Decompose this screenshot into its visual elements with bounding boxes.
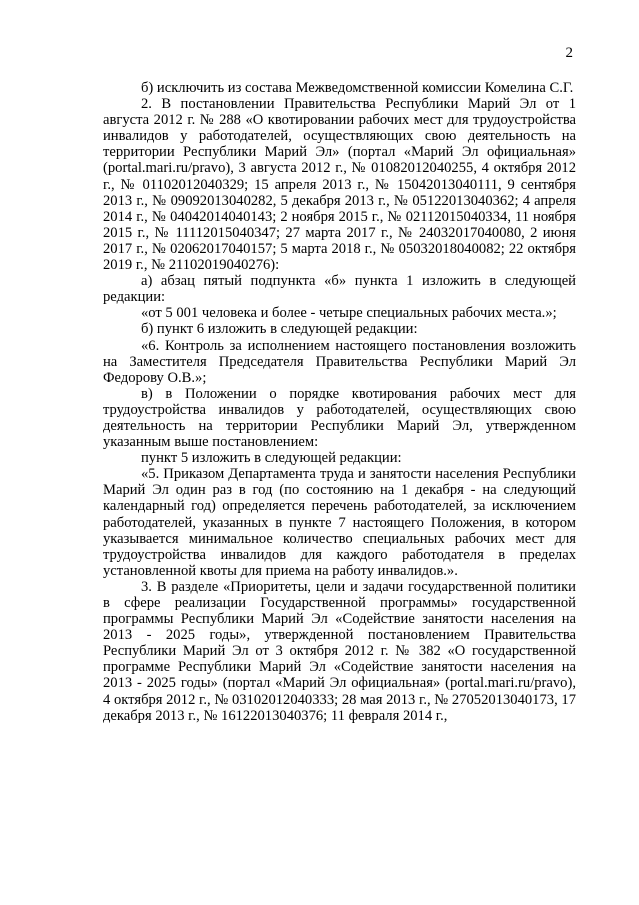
paragraph-2a: а) абзац пятый подпункта «б» пункта 1 изложить в следующей редакции:: [103, 273, 576, 306]
paragraph-2v: в) в Положении о порядке квотирования рабочих мест для трудоустройства инвалидов у работодателей, осуществляющих свою деятельность на территории Республики Марий Эл, утвержденном указанным выше постановлением:: [103, 385, 576, 451]
paragraph-point-5-text: «5. Приказом Департамента труда и занятости населения Республики Марий Эл один раз в год (по состоянию на 1 декабря - на следующий календарный год) определяется перечень работодателей, за исключением работодателей, указанных в пункте 7 настоящего Положения, в котором указывается минимальное количество специальных рабочих мест для трудоустройства инвалидов для каждого работодателя в пределах установленной квоты для приема на работу инвалидов.».: [103, 466, 576, 579]
page-number: 2: [565, 45, 573, 61]
paragraph-2b: б) пункт 6 изложить в следующей редакции:: [141, 321, 418, 338]
paragraph-2b-text: «6. Контроль за исполнением настоящего постановления возложить на Заместителя Председателя Правительства Республики Марий Эл Федорову О.В.»;: [103, 337, 576, 386]
paragraph-point-5: пункт 5 изложить в следующей редакции:: [141, 450, 402, 467]
paragraph-1b-exclude: б) исключить из состава Межведомственной комиссии Комелина С.Г.: [141, 80, 574, 96]
paragraph-2a-text: «от 5 001 человека и более - четыре специальных рабочих места.»;: [141, 305, 557, 322]
paragraph-3-program: 3. В разделе «Приоритеты, цели и задачи государственной политики в сфере реализации Государственной программы» государственной программы Республики Марий Эл «Содействие занятости населения на 2013 - 2025 годы», утвержденной постановлением Правительства Республики Марий Эл от 3 октября 2012 г. № 382 «О государственной программе Республики Марий Эл «Содействие занятости населения на 2013 - 2025 годы» (портал «Марий Эл официальная» (portal.mari.ru/pravo), 4 октября 2012 г., № 03102012040333; 28 мая 2013 г., № 27052013040173, 17 декабря 2013 г., № 16122013040376; 11 февраля 2014 г.,: [103, 578, 576, 724]
paragraph-2-resolution-288: 2. В постановлении Правительства Республики Марий Эл от 1 августа 2012 г. № 288 «О квотировании рабочих мест для трудоустройства инвалидов у работодателей, осуществляющих свою деятельность на территории Республики Марий Эл» (портал «Марий Эл официальная» (portal.mari.ru/pravo), 3 августа 2012 г., № 01082012040255, 4 октября 2012 г., № 01102012040329; 15 апреля 2013 г., № 15042013040111, 9 сентября 2013 г., № 09092013040282, 5 декабря 2013 г., № 05122013040362; 4 апреля 2014 г., № 04042014040143; 2 ноября 2015 г., № 02112015040334, 11 ноября 2015 г., № 11112015040347; 27 марта 2017 г., № 24032017040080, 2 июня 2017 г., № 02062017040157; 5 марта 2018 г., № 05032018040082; 22 октября 2019 г., № 21102019040276):: [103, 96, 576, 274]
document-body: [103, 80, 576, 724]
